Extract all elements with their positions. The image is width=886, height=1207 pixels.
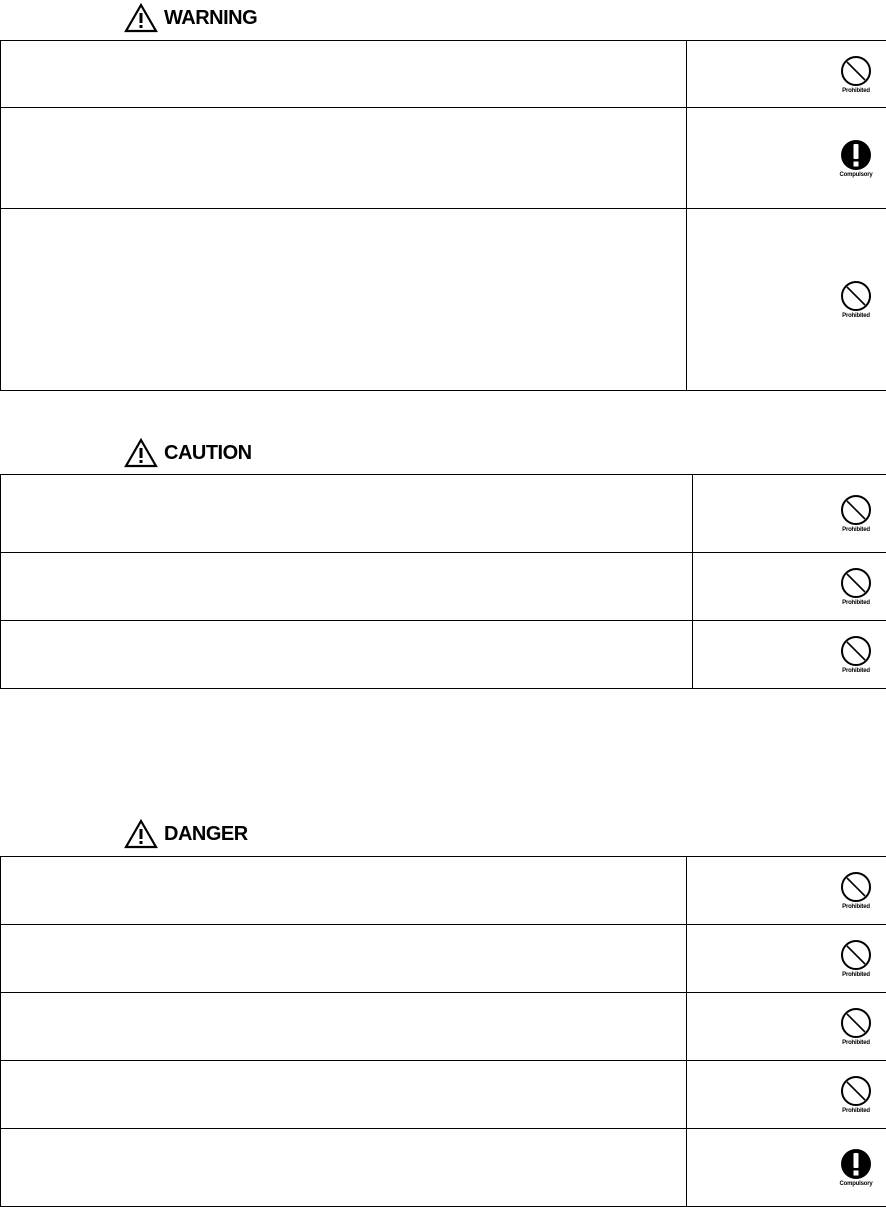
warning-triangle-icon bbox=[124, 819, 158, 849]
prohibited-icon bbox=[839, 493, 873, 527]
caution-text-cell bbox=[1, 475, 693, 553]
symbol-cell bbox=[693, 553, 886, 621]
prohibited-symbol bbox=[830, 938, 882, 979]
danger-text-cell bbox=[1, 1061, 687, 1129]
symbol-label: Prohibited bbox=[842, 313, 870, 319]
table-row bbox=[1, 993, 886, 1061]
table-row bbox=[1, 621, 886, 689]
danger-text-cell bbox=[1, 925, 687, 993]
symbol-label: Prohibited bbox=[842, 904, 870, 910]
symbol-cell bbox=[687, 108, 886, 209]
compulsory-icon bbox=[839, 138, 873, 172]
symbol-label: Prohibited bbox=[842, 1108, 870, 1114]
symbol-cell bbox=[687, 41, 886, 108]
prohibited-icon bbox=[839, 938, 873, 972]
symbol-label: Prohibited bbox=[842, 668, 870, 674]
table-row bbox=[1, 41, 886, 108]
symbol-label: Prohibited bbox=[842, 972, 870, 978]
warning-heading bbox=[124, 2, 257, 34]
symbol-cell bbox=[687, 1061, 886, 1129]
prohibited-symbol bbox=[830, 566, 882, 607]
compulsory-symbol bbox=[830, 1147, 882, 1188]
prohibited-symbol bbox=[830, 634, 882, 675]
caution-text-cell bbox=[1, 621, 693, 689]
prohibited-symbol bbox=[830, 1074, 882, 1115]
symbol-cell bbox=[687, 1129, 886, 1207]
warning-triangle-icon bbox=[124, 438, 158, 468]
symbol-cell bbox=[693, 475, 886, 553]
warning-text-cell bbox=[1, 108, 687, 209]
prohibited-symbol bbox=[830, 54, 882, 95]
danger-text-cell bbox=[1, 857, 687, 925]
warning-text-cell bbox=[1, 41, 687, 108]
symbol-cell bbox=[687, 993, 886, 1061]
warning-text-cell bbox=[1, 209, 687, 391]
danger-text-cell bbox=[1, 993, 687, 1061]
compulsory-symbol bbox=[830, 138, 882, 179]
section-title: WARNING bbox=[164, 6, 258, 29]
danger-text-cell bbox=[1, 1129, 687, 1207]
symbol-label: Prohibited bbox=[842, 87, 870, 94]
prohibited-icon bbox=[839, 279, 873, 313]
compulsory-icon bbox=[839, 1147, 873, 1181]
warning-table bbox=[0, 40, 886, 391]
prohibited-icon bbox=[839, 566, 873, 600]
caution-table bbox=[0, 474, 886, 689]
danger-table bbox=[0, 856, 886, 1207]
prohibited-icon bbox=[839, 54, 873, 88]
prohibited-symbol bbox=[830, 493, 882, 534]
prohibited-symbol bbox=[830, 279, 882, 320]
prohibited-icon bbox=[839, 634, 873, 668]
table-row bbox=[1, 209, 886, 391]
prohibited-icon bbox=[839, 1074, 873, 1108]
symbol-label: Prohibited bbox=[842, 600, 870, 606]
prohibited-icon bbox=[839, 1006, 873, 1040]
symbol-label: Prohibited bbox=[842, 1040, 870, 1046]
table-row bbox=[1, 475, 886, 553]
prohibited-icon bbox=[839, 870, 873, 904]
symbol-cell bbox=[687, 209, 886, 391]
symbol-label: Prohibited bbox=[842, 527, 870, 533]
prohibited-symbol bbox=[830, 870, 882, 911]
section-title: DANGER bbox=[164, 822, 248, 845]
caution-text-cell bbox=[1, 553, 693, 621]
symbol-cell bbox=[693, 621, 886, 689]
table-row bbox=[1, 857, 886, 925]
prohibited-symbol bbox=[830, 1006, 882, 1047]
danger-heading bbox=[124, 818, 248, 850]
table-row bbox=[1, 1061, 886, 1129]
section-title: CAUTION bbox=[164, 441, 252, 464]
symbol-cell bbox=[687, 857, 886, 925]
symbol-label: Compulsory bbox=[839, 171, 873, 178]
table-row bbox=[1, 108, 886, 209]
warning-triangle-icon bbox=[124, 3, 158, 33]
symbol-label: Compulsory bbox=[839, 1181, 873, 1187]
table-row bbox=[1, 553, 886, 621]
symbol-cell bbox=[687, 925, 886, 993]
table-row bbox=[1, 925, 886, 993]
table-row bbox=[1, 1129, 886, 1207]
caution-heading bbox=[124, 437, 252, 469]
